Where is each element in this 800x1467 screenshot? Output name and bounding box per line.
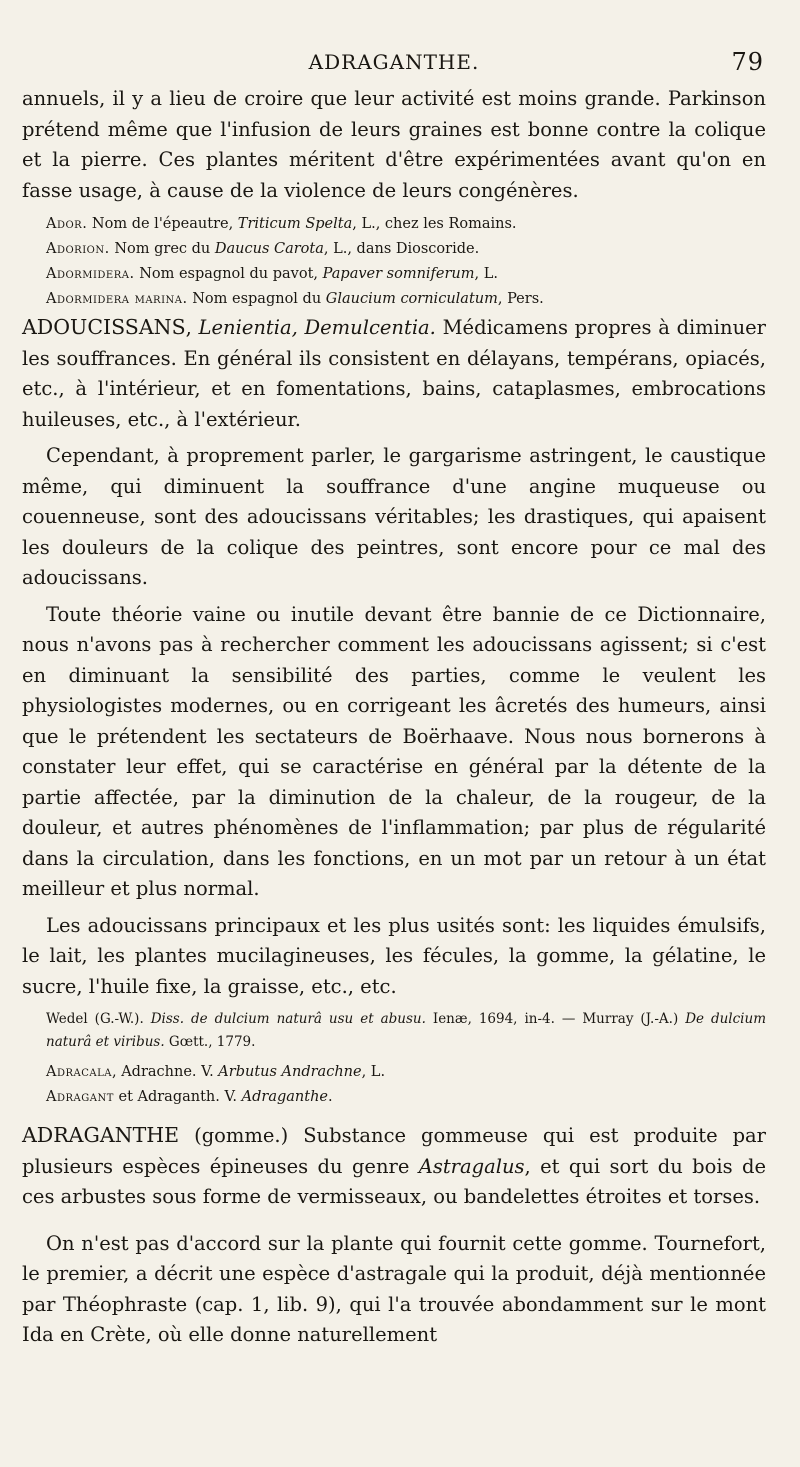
work-title: De dulcium naturâ et viribus. [46,1011,766,1050]
latin-name: Glaucium corniculatum [325,291,498,307]
running-title: ADRAGANTHE. [308,50,480,74]
entry-adormidera-marina: Adormidera marina. Nom espagnol du Glaucium corniculatum, Pers. [46,291,544,307]
headword: ADOUCISSANS [22,315,186,339]
latin-name: Daucus Carota [214,241,324,257]
paragraph: On n'est pas d'accord sur la plante qui fournit cette gomme. Tournefort, le premier, a décrit une espèce d'astragale qui la produit, déjà mentionnée par Théophraste (cap. 1, lib. 9), qui l'a trouvée abondamment sur le mont Ida en Crète, où elle donne naturellement [22,1231,766,1346]
running-head [22,44,766,84]
entry-adragant: Adragant et Adraganth. V. Adraganthe. [46,1089,333,1105]
paragraph: Cependant, à proprement parler, le gargarisme astringent, le caustique même, qui diminuent la souffrance d'une angine muqueuse ou couenneuse, sont des adoucissans véritables; les drastiques, qui apaisent les douleurs de la colique des peintres, sont encore pour ce mal des adoucissans. [22,444,766,589]
entry-head: Adracala [46,1064,112,1080]
bibliography: Wedel (G.-W.). Diss. de dulcium naturâ usu et abusu. Ienæ, 1694, in-4. — Murray (J.-A.) De dulcium naturâ et viribus. Gœtt., 1779. [46,1011,766,1050]
headword: ADRAGANTHE [22,1123,180,1147]
entry-adraganthe: ADRAGANTHE (gomme.) Substance gommeuse qui est produite par plusieurs espèces épineuses du genre Astragalus, et qui sort du bois de ces arbustes sous forme de vermisseaux, ou bandelettes étroites et torses. [22,1123,766,1208]
paragraph: Toute théorie vaine ou inutile devant être bannie de ce Dictionnaire, nous n'avons pas à rechercher comment les adoucissans agissent; si c'est en diminuant la sensibilité des parties, comme le veulent les physiologistes modernes, ou en corrigeant les âcretés des humeurs, ainsi que le prétendent les sectateurs de Boërhaave. Nous nous bornerons à constater leur effet, qui se caractérise en général par la détente de la partie affectée, par la diminution de la chaleur, de la rougeur, de la douleur, et autres phénomènes de l'inflammation; par plus de régularité dans la circulation, dans les fonctions, en un mot par un retour à un état meilleur et plus normal. [22,602,766,900]
work-title: Diss. de dulcium naturâ usu et abusu. [150,1011,426,1027]
cross-reference: Adraganthe [241,1089,328,1105]
paragraph: Les adoucissans principaux et les plus usités sont: les liquides émulsifs, le lait, les plantes mucilagineuses, les fécules, la gomme, la gélatine, le sucre, l'huile fixe, la graisse, etc., etc. [22,913,766,998]
entry-head: Adormidera marina. [46,291,188,307]
entry-ador: Ador. Nom de l'épeautre, Triticum Spelta, L., chez les Romains. [46,216,517,232]
latin-name: Lenientia, Demulcentia. [198,316,436,339]
entry-adracala: Adracala, Adrachne. V. Arbutus Andrachne, L. [46,1064,386,1080]
entry-head: Adorion. [46,241,110,257]
page-number: 79 [731,48,764,76]
entry-adormidera: Adormidera. Nom espagnol du pavot, Papaver somniferum, L. [46,266,498,282]
paragraph-continued: annuels, il y a lieu de croire que leur activité est moins grande. Parkinson prétend même que l'infusion de leurs graines est bonne contre la colique et la pierre. Ces plantes méritent d'être expérimentées avant qu'on en fasse usage, à cause de la violence de leurs congénères. [22,87,766,202]
latin-name: Triticum Spelta [237,216,353,232]
entry-head: Adormidera. [46,266,135,282]
latin-name: Papaver somniferum [322,266,475,282]
latin-name: Astragalus [418,1154,525,1178]
entry-adorion: Adorion. Nom grec du Daucus Carota, L., dans Dioscoride. [46,241,480,257]
entry-head: Ador. [46,216,88,232]
entry-adoucissans: ADOUCISSANS, Lenientia, Demulcentia. Médicamens propres à diminuer les souffrances. En général ils consistent en délayans, tempérans, opiacés, etc., à l'intérieur, et en fomentations, bains, cataplasmes, embrocations huileuses, etc., à l'extérieur. [22,315,766,431]
latin-name: Arbutus Andrachne [218,1064,362,1080]
entry-head: Adragant [46,1089,114,1105]
